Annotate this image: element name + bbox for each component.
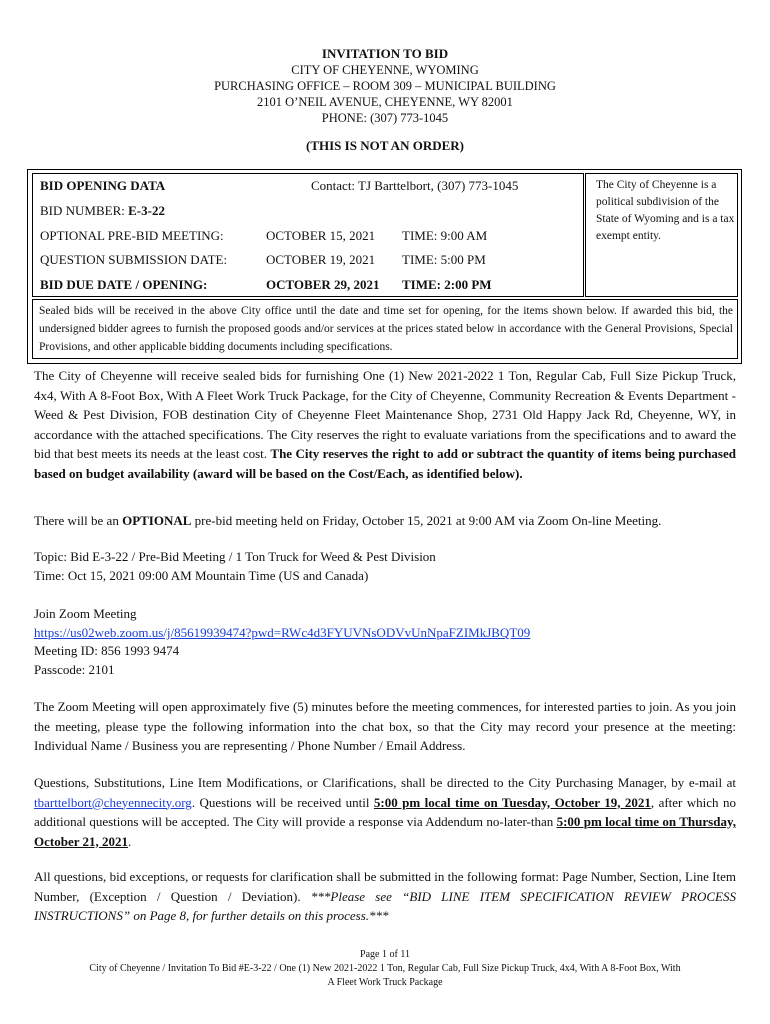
page-number: Page 1 of 11 — [360, 949, 410, 960]
sealed-bids-text: Sealed bids will be received in the above City office until the date and time set for opening, for the items shown below. If awarded this bid, the undersigned bidder agrees to furnish the proposed goods and/or services at the prices stated below in accordance with the General Provisions, Special Provisions, and other applicable bidding documents including specifications. — [39, 305, 733, 353]
document-header — [0, 46, 770, 126]
not-an-order-notice: (THIS IS NOT AN ORDER) — [306, 138, 464, 153]
question-submission-label: QUESTION SUBMISSION DATE: — [40, 252, 228, 267]
zoom-passcode: Passcode: 2101 — [34, 662, 115, 677]
question-submission-time: TIME: 5:00 PM — [402, 252, 486, 267]
zoom-instructions-paragraph: The Zoom Meeting will open approximately five (5) minutes before the meeting commences, for interested parties to join. As you join the meeting, please type the following information into the chat box, so that the City may record your presence at the meeting: Individual Name / Business you are representing / Phone Number / Email Address. — [34, 699, 736, 753]
prebid-text-c: pre-bid meeting held on Friday, October 15, 2021 at 9:00 AM via Zoom On-line Meeting. — [191, 513, 662, 528]
questions-text-c: , after which no additional questions will be accepted. The City will provide a response via Addendum no-later-than — [34, 794, 736, 829]
purchasing-email-link[interactable]: tbarttelbort@cheyennecity.org — [34, 794, 192, 810]
footer-line-2: A Fleet Work Truck Package — [327, 977, 443, 988]
bid-number — [40, 203, 165, 219]
question-deadline: 5:00 pm local time on Tuesday, October 19, 2021 — [373, 794, 651, 810]
intro-reservation-text: The City reserves the right to add or subtract the quantity of items being purchased based on budget availability (award will be based on the Cost/Each, as identified below). — [34, 446, 736, 481]
format-text: All questions, bid exceptions, or requests for clarification shall be submitted in the following format: Page Number, Section, Line Item Number, (Exception / Question / Deviation). — [34, 869, 736, 904]
tax-exempt-note: The City of Cheyenne is a political subdivision of the State of Wyoming and is a tax exempt entity. — [596, 179, 735, 242]
bid-number-value: E-3-22 — [128, 203, 165, 218]
format-note-italic: ***Please see “BID LINE ITEM SPECIFICATION REVIEW PROCESS INSTRUCTIONS” on Page 8, for further details on this process.*** — [34, 888, 736, 923]
zoom-join-label: Join Zoom Meeting — [34, 606, 137, 621]
zoom-topic: Topic: Bid E-3-22 / Pre-Bid Meeting / 1 Ton Truck for Weed & Pest Division — [34, 549, 436, 564]
doc-title: INVITATION TO BID — [321, 46, 449, 61]
questions-paragraph — [34, 773, 736, 851]
intro-text: The City of Cheyenne will receive sealed bids for furnishing One (1) New 2021-2022 1 Ton, Regular Cab, Full Size Pickup Truck, 4x4, With A 8-Foot Box, With A Fleet Work Truck Package, for the City of Cheyenne, Community Recreation & Events Department - Weed & Pest Division, FOB destination City of Cheyenne Fleet Maintenance Shop, 2731 Old Happy Jack Rd, Cheyenne, WY, in accordance with the attached specifications. The City reserves the right to evaluate variations from the specifications and to award the bid that best meets its needs at the least cost. — [34, 368, 736, 461]
intro-paragraph — [34, 366, 736, 483]
prebid-meeting-label: OPTIONAL PRE-BID MEETING: — [40, 228, 224, 243]
addendum-deadline: 5:00 pm local time on Thursday, October 21, 2021 — [34, 814, 736, 849]
bid-due-label: BID DUE DATE / OPENING: — [40, 277, 208, 292]
page-footer — [0, 948, 770, 990]
prebid-text-a: There will be an — [34, 513, 123, 528]
questions-text-d: . — [128, 833, 132, 849]
header-address: 2101 O’NEIL AVENUE, CHEYENNE, WY 82001 — [257, 95, 513, 109]
prebid-optional: OPTIONAL — [122, 513, 192, 528]
question-submission-date: OCTOBER 19, 2021 — [266, 252, 376, 267]
header-office: PURCHASING OFFICE – ROOM 309 – MUNICIPAL BUILDING — [214, 79, 556, 93]
prebid-paragraph — [34, 512, 661, 530]
header-city: CITY OF CHEYENNE, WYOMING — [291, 63, 479, 77]
footer-line-1: City of Cheyenne / Invitation To Bid #E-3-22 / One (1) New 2021-2022 1 Ton, Regular Cab, Full Size Pickup Truck, 4x4, With A 8-Foot Box, With — [89, 963, 681, 974]
zoom-link[interactable]: https://us02web.zoom.us/j/85619939474?pwd=RWc4d3FYUVNsODVvUnNpaFZIMkJBQT09 — [34, 625, 531, 640]
bid-due-date: OCTOBER 29, 2021 — [266, 277, 380, 292]
bid-number-label: BID NUMBER: — [40, 203, 129, 218]
contact-info: Contact: TJ Barttelbort, (307) 773-1045 — [311, 178, 519, 193]
header-phone: PHONE: (307) 773-1045 — [321, 111, 449, 125]
prebid-meeting-time: TIME: 9:00 AM — [402, 228, 488, 243]
bid-due-time: TIME: 2:00 PM — [402, 277, 492, 292]
prebid-meeting-date: OCTOBER 15, 2021 — [266, 228, 376, 243]
bid-opening-data-label: BID OPENING DATA — [40, 178, 166, 193]
zoom-meeting-id: Meeting ID: 856 1993 9474 — [34, 643, 180, 658]
zoom-time: Time: Oct 15, 2021 09:00 AM Mountain Time (US and Canada) — [34, 568, 369, 583]
format-paragraph — [34, 867, 736, 926]
questions-text-a: Questions, Substitutions, Line Item Modifications, or Clarifications, shall be directed to the City Purchasing Manager, by e-mail at — [34, 775, 736, 790]
questions-text-b: . Questions will be received until — [191, 794, 374, 810]
